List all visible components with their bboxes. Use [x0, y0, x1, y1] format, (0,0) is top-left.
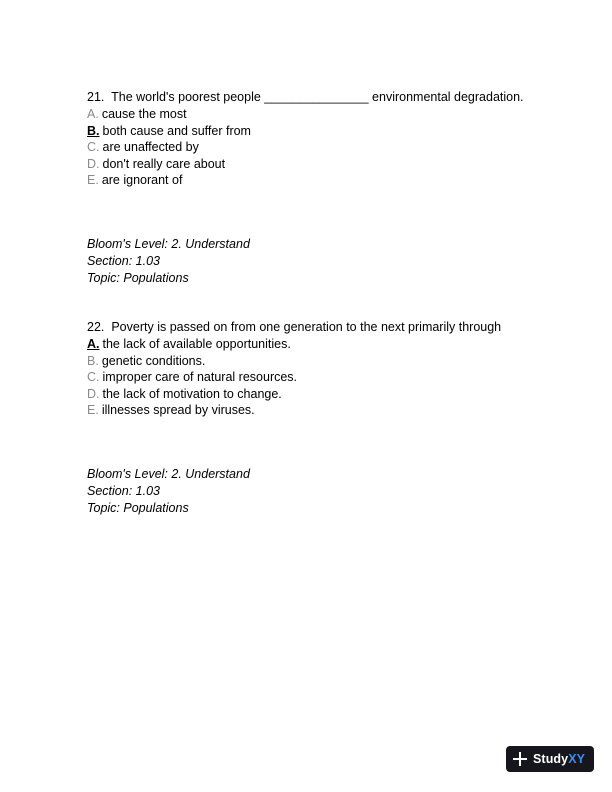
blooms-level: Bloom's Level: 2. Understand — [87, 467, 250, 481]
option-c — [87, 139, 547, 156]
option-text: illnesses spread by viruses. — [101, 403, 255, 418]
option-letter: E. — [87, 403, 99, 418]
option-letter: B. — [87, 123, 100, 138]
section-label: Section: 1.03 — [87, 483, 160, 498]
section-label: Section: 1.03 — [87, 253, 160, 268]
option-b — [87, 353, 547, 370]
option-text: don't really care about — [102, 156, 226, 171]
option-e — [87, 402, 547, 419]
question-21 — [87, 89, 547, 189]
option-letter: C. — [87, 140, 100, 155]
option-text: the lack of motivation to change. — [102, 386, 282, 401]
option-text: genetic conditions. — [101, 353, 206, 368]
question-number: 21. — [87, 90, 105, 104]
option-letter: A. — [87, 337, 100, 351]
question-22-metadata — [87, 466, 250, 516]
option-letter: C. — [87, 370, 100, 385]
brand-logo-text — [533, 752, 585, 766]
option-text: improper care of natural resources. — [102, 370, 298, 385]
studyxy-badge[interactable] — [506, 746, 594, 772]
option-b-correct — [87, 123, 547, 140]
topic-label: Topic: Populations — [87, 270, 189, 285]
brand-accent: XY — [568, 752, 586, 766]
question-number: 22. — [87, 320, 105, 334]
option-letter: D. — [87, 156, 100, 171]
question-stem — [87, 89, 547, 106]
option-e — [87, 172, 547, 189]
brand-main: Study — [533, 752, 569, 766]
option-text: the lack of available opportunities. — [102, 337, 291, 351]
option-letter: E. — [87, 173, 99, 188]
plus-icon — [512, 751, 528, 767]
question-stem — [87, 319, 547, 336]
option-text: both cause and suffer from — [102, 123, 251, 138]
option-letter: D. — [87, 386, 100, 401]
option-d — [87, 386, 547, 403]
option-text: are unaffected by — [102, 140, 199, 155]
question-text: Poverty is passed on from one generation to the next primarily through — [111, 320, 502, 334]
option-a — [87, 106, 547, 123]
option-d — [87, 156, 547, 173]
option-c — [87, 369, 547, 386]
option-a-correct — [87, 336, 547, 353]
topic-label: Topic: Populations — [87, 500, 189, 515]
question-text: The world's poorest people _______________ environmental degradation. — [111, 90, 524, 104]
question-22 — [87, 319, 547, 419]
question-21-metadata — [87, 236, 250, 286]
option-letter: A. — [87, 107, 99, 121]
option-text: cause the most — [101, 107, 187, 121]
option-letter: B. — [87, 353, 99, 368]
option-text: are ignorant of — [101, 173, 183, 188]
blooms-level: Bloom's Level: 2. Understand — [87, 237, 250, 251]
